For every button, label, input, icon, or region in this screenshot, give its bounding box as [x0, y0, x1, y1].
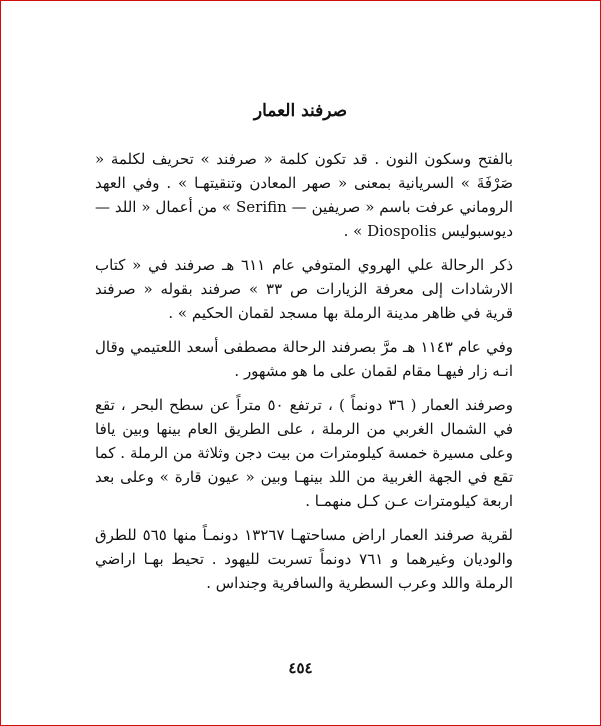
- paragraph-4: وصرفند العمار ( ٣٦ دونماً ) ، ترتفع ٥٠ متراً عن سطح البحر ، تقع في الشمال الغربي من الرملة ، على الطريق العام بينها وبين يافا وعلى مسيرة خمسة كيلومترات من بيت دجن وثلاثة من الرملة . كما تقع في الجهة الغربية من اللد بينهـا وبين « عيون قارة » وعلى بعد اربعة كيلومترات عـن كـل منهمـا .: [95, 396, 513, 510]
- paragraph-2: ذكر الرحالة علي الهروي المتوفي عام ٦١١ هـ صرفند في « كتاب الارشادات إلى معرفة الزيارات ص ٣٣ » صرفند بقوله « صرفند قرية في ظاهر مدينة الرملة بها مسجد لقمان الحكيم » .: [95, 256, 514, 322]
- paragraph-5: لقرية صرفند العمار اراض مساحتهـا ١٣٢٦٧ دونمـاً منها ٥٦٥ للطرق والوديان وغيرهما و ٧٦١ دونماً تسربت لليهود . تحيط بهـا اراضي الرملة واللد وعرب السطرية والسافرية وجنداس .: [95, 526, 513, 592]
- page-title: صرفند العمار: [253, 101, 348, 121]
- page-number: ٤٥٤: [288, 659, 313, 677]
- body-text: [95, 147, 513, 605]
- paragraph-1: بالفتح وسكون النون . قد تكون كلمة « صرفند » تحريف لكلمة « صَرْفَةَ » السريانية بمعنى « صهر المعادن وتنقيتهـا » . وفي العهد الروماني عرفت باسم « صريفين — Serifin » من أعمال « اللد — ديوسبوليس Diospolis » .: [95, 150, 513, 240]
- paragraph-3: وفي عام ١١٤٣ هـ مرَّ بصرفند الرحالة مصطفى أسعد اللعتيمي وقال انـه زار فيهـا مقام لقمان على ما هو مشهور .: [95, 338, 514, 380]
